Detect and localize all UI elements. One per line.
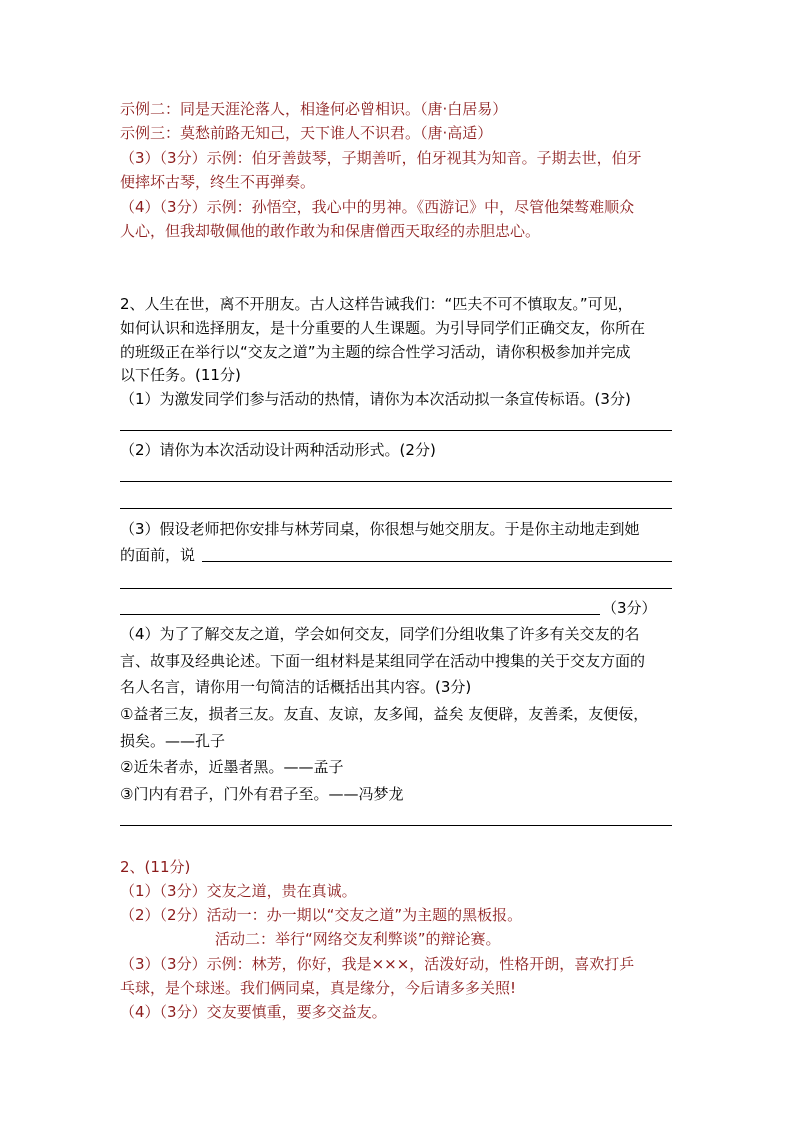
answer-4-line-2: 人心，但我却敬佩他的敢作敢为和保唐僧西天取经的赤胆忠心。 [120, 222, 541, 240]
sub-question-3-line-1: （3）假设老师把你安排与林芳同桌，你很想与她交朋友。于是你主动地走到她 [120, 520, 640, 538]
quote-1-line-2: 损矣。——孔子 [120, 732, 226, 750]
answers-2-a2: （2）（2分）活动一：办一期以“交友之道”为主题的黑板报。 [120, 906, 523, 924]
answers-2-a4: （4）（3分）交友要慎重，要多交益友。 [120, 1003, 387, 1021]
sub-question-1: （1）为激发同学们参与活动的热情，请你为本次活动拟一条宣传标语。(3分) [120, 390, 631, 408]
answer-line-3a [202, 561, 672, 562]
quote-2: ②近朱者赤，近墨者黑。——孟子 [120, 758, 344, 776]
sub-question-3-line-2: 的面前，说 [120, 546, 196, 564]
answer-line-1 [120, 430, 672, 431]
answers-2-heading: 2、(11分) [120, 858, 191, 876]
answer-line-4 [120, 825, 672, 826]
answers-2-a3-line-1: （3）（3分）示例：林芳，你好，我是×××，活泼好动，性格开朗，喜欢打乒 [120, 955, 635, 973]
question-2-intro-line-3: 的班级正在举行以“交友之道”为主题的综合性学习活动，请你积极参加并完成 [120, 343, 631, 361]
answers-2-a1: （1）（3分）交友之道，贵在真诚。 [120, 882, 357, 900]
answer-3-line-1: （3）（3分）示例：伯牙善鼓琴，子期善听，伯牙视其为知音。子期去世，伯牙 [120, 149, 642, 167]
sub-question-4-line-3: 名人名言，请你用一句简洁的话概括出其内容。(3分) [120, 678, 472, 696]
answer-example-3: 示例三：莫愁前路无知己，天下谁人不识君。（唐·高适） [120, 124, 493, 142]
answer-line-2a [120, 481, 672, 482]
sub-question-3-score: （3分） [602, 599, 657, 617]
question-2-intro-line-1: 2、人生在世，离不开朋友。古人这样告诫我们：“匹夫不可不慎取友。”可见， [120, 295, 633, 313]
answers-2-a3-line-2: 乓球，是个球迷。我们俩同桌，真是缘分，今后请多多关照! [120, 979, 517, 997]
quote-1-line-1: ①益者三友，损者三友。友直、友谅，友多闻，益矣 友便辟，友善柔，友便佞， [120, 705, 649, 723]
question-2-intro-line-2: 如何认识和选择朋友，是十分重要的人生课题。为引导同学们正确交友，你所在 [120, 319, 646, 337]
answer-line-3b [120, 588, 672, 589]
sub-question-2: （2）请你为本次活动设计两种活动形式。(2分) [120, 441, 436, 459]
question-2-intro-line-4: 以下任务。(11分) [120, 366, 241, 384]
answers-2-a2b: 活动二：举行“网络交友利弊谈”的辩论赛。 [215, 930, 501, 948]
answer-example-2: 示例二：同是天涯沦落人，相逢何必曾相识。（唐·白居易） [120, 100, 508, 118]
sub-question-4-line-1: （4）为了了解交友之道，学会如何交友，同学们分组收集了许多有关交友的名 [120, 625, 640, 643]
sub-question-4-line-2: 言、故事及经典论述。下面一组材料是某组同学在活动中搜集的关于交友方面的 [120, 652, 646, 670]
answer-line-3c [120, 614, 600, 615]
answer-4-line-1: （4）（3分）示例：孙悟空，我心中的男神。《西游记》中，尽管他桀骜难顺众 [120, 198, 635, 216]
answer-line-2b [120, 508, 672, 509]
quote-3: ③门内有君子，门外有君子至。——冯梦龙 [120, 785, 404, 803]
answer-3-line-2: 便摔坏古琴，终生不再弹奏。 [120, 173, 316, 191]
